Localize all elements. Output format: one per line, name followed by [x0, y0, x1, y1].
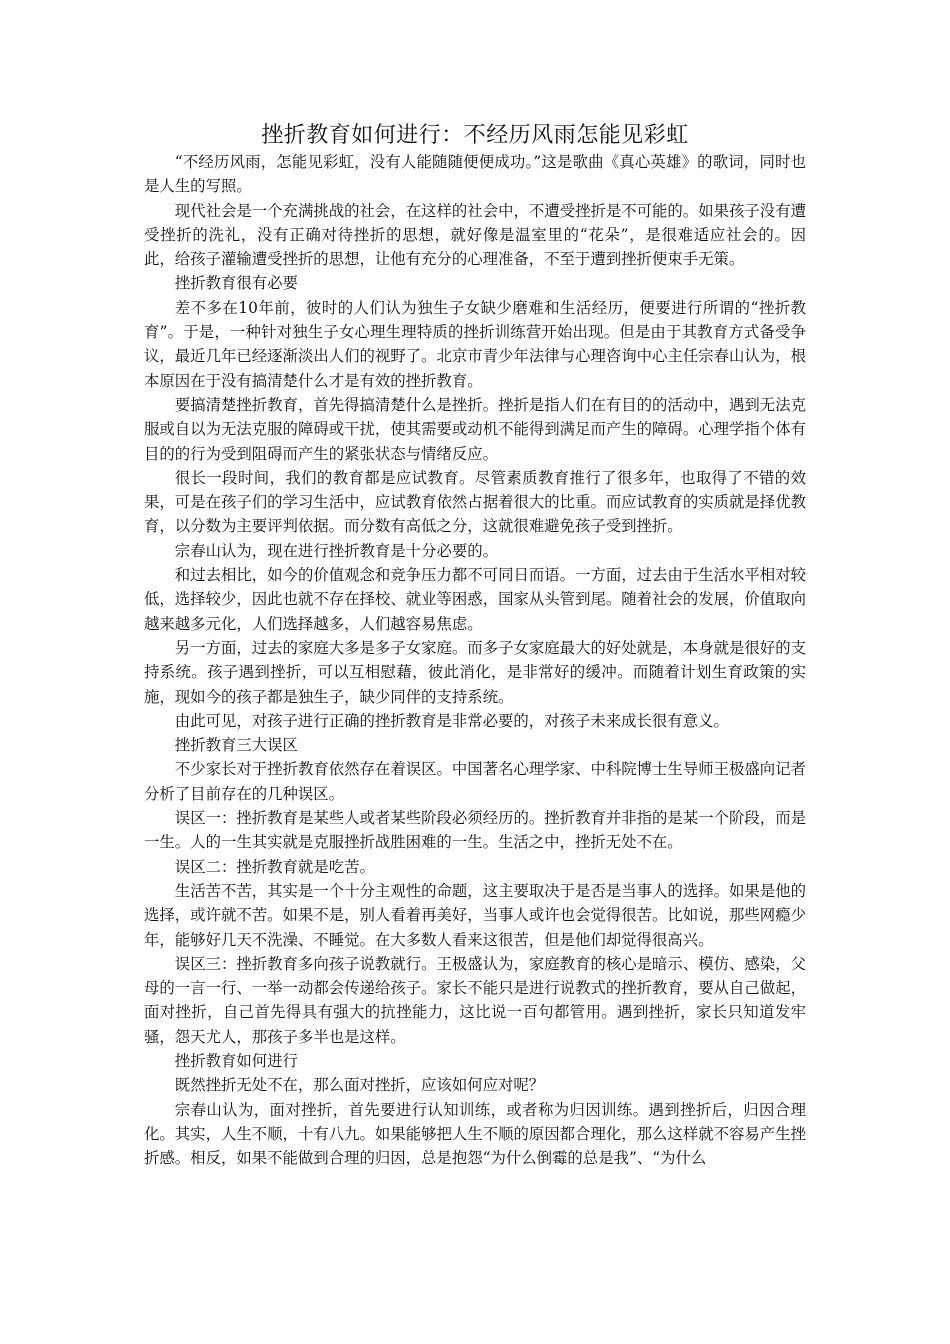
paragraph: 很长一段时间，我们的教育都是应试教育。尽管素质教育推行了很多年，也取得了不错的效果，可是在孩子们的学习生活中，应试教育依然占据着很大的比重。而应试教育的实质就是择优教育，以分数为主要评判依据。而分数有高低之分，这就很难避免孩子受到挫折。	[144, 468, 806, 536]
paragraph: “不经历风雨，怎能见彩虹，没有人能随随便便成功。”这是歌曲《真心英雄》的歌词，同时也是人生的写照。	[144, 153, 806, 196]
paragraph: 差不多在10年前，彼时的人们认为独生子女缺少磨难和生活经历，便要进行所谓的“挫折教育”。于是，一种针对独生子女心理生理特质的挫折训练营开始出现。但是由于其教育方式备受争议，最近几年已经逐渐淡出人们的视野了。北京市青少年法律与心理咨询中心主任宗春山认为，根本原因在于没有搞清楚什么才是有效的挫折教育。	[144, 298, 806, 390]
paragraph: 宗春山认为，现在进行挫折教育是十分必要的。	[174, 541, 499, 560]
paragraph: 不少家长对于挫折教育依然存在着误区。中国著名心理学家、中科院博士生导师王极盛向记者分析了目前存在的几种误区。	[144, 760, 806, 803]
paragraph: 要搞清楚挫折教育，首先得搞清楚什么是挫折。挫折是指人们在有目的的活动中，遇到无法克服或自以为无法克服的障碍或干扰，使其需要或动机不能得到满足而产生的障碍。心理学指个体有目的的行为受到阻碍而产生的紧张状态与情绪反应。	[144, 395, 806, 463]
document-body	[144, 150, 806, 1170]
paragraph: 和过去相比，如今的价值观念和竞争压力都不可同日而语。一方面，过去由于生活水平相对较低，选择较少，因此也就不存在择校、就业等困惑，国家从头管到尾。随着社会的发展，价值取向越来越多元化，人们选择越多，人们越容易焦虑。	[144, 566, 806, 633]
paragraph: 误区二：挫折教育就是吃苦。	[174, 857, 375, 876]
paragraph: 另一方面，过去的家庭大多是多子女家庭。而多子女家庭最大的好处就是，本身就是很好的支持系统。孩子遇到挫折，可以互相慰藉，彼此消化，是非常好的缓冲。而随着计划生育政策的实施，现如今的孩子都是独生子，缺少同伴的支持系统。	[144, 638, 806, 706]
section-heading: 挫折教育如何进行	[174, 1051, 298, 1070]
section-heading: 挫折教育很有必要	[174, 274, 298, 293]
paragraph: 误区一：挫折教育是某些人或者某些阶段必须经历的。挫折教育并非指的是某一个阶段，而是一生。人的一生其实就是克服挫折战胜困难的一生。生活之中，挫折无处不在。	[144, 809, 806, 852]
paragraph: 生活苦不苦，其实是一个十分主观性的命题，这主要取决于是否是当事人的选择。如果是他的选择，或许就不苦。如果不是，别人看着再美好，当事人或许也会觉得很苦。比如说，那些网瘾少年，能够好几天不洗澡、不睡觉。在大多数人看来这很苦，但是他们却觉得很高兴。	[144, 881, 806, 949]
document-title: 挫折教育如何进行：不经历风雨怎能见彩虹	[261, 123, 689, 148]
paragraph: 既然挫折无处不在，那么面对挫折，应该如何应对呢？	[174, 1076, 545, 1095]
section-heading: 挫折教育三大误区	[174, 736, 298, 755]
paragraph: 现代社会是一个充满挑战的社会，在这样的社会中，不遭受挫折是不可能的。如果孩子没有遭受挫折的洗礼，没有正确对待挫折的思想，就好像是温室里的“花朵”，是很难适应社会的。因此，给孩子灌输遭受挫折的思想，让他有充分的心理准备，不至于遭到挫折便束手无策。	[144, 201, 806, 269]
paragraph: 由此可见，对孩子进行正确的挫折教育是非常必要的，对孩子未来成长很有意义。	[174, 711, 729, 730]
paragraph: 宗春山认为，面对挫折，首先要进行认知训练，或者称为归因训练。遇到挫折后，归因合理化。其实，人生不顺，十有八九。如果能够把人生不顺的原因都合理化，那么这样就不容易产生挫折感。相反，如果不能做到合理的归因，总是抱怨“为什么倒霉的总是我”、“为什么	[144, 1100, 806, 1168]
paragraph: 误区三：挫折教育多向孩子说教就行。王极盛认为，家庭教育的核心是暗示、模仿、感染，父母的一言一行、一举一动都会传递给孩子。家长不能只是进行说教式的挫折教育，要从自己做起，面对挫折，自己首先得具有强大的抗挫能力，这比说一百句都管用。遇到挫折，家长只知道发牢骚，怨天尤人，那孩子多半也是这样。	[144, 954, 806, 1046]
